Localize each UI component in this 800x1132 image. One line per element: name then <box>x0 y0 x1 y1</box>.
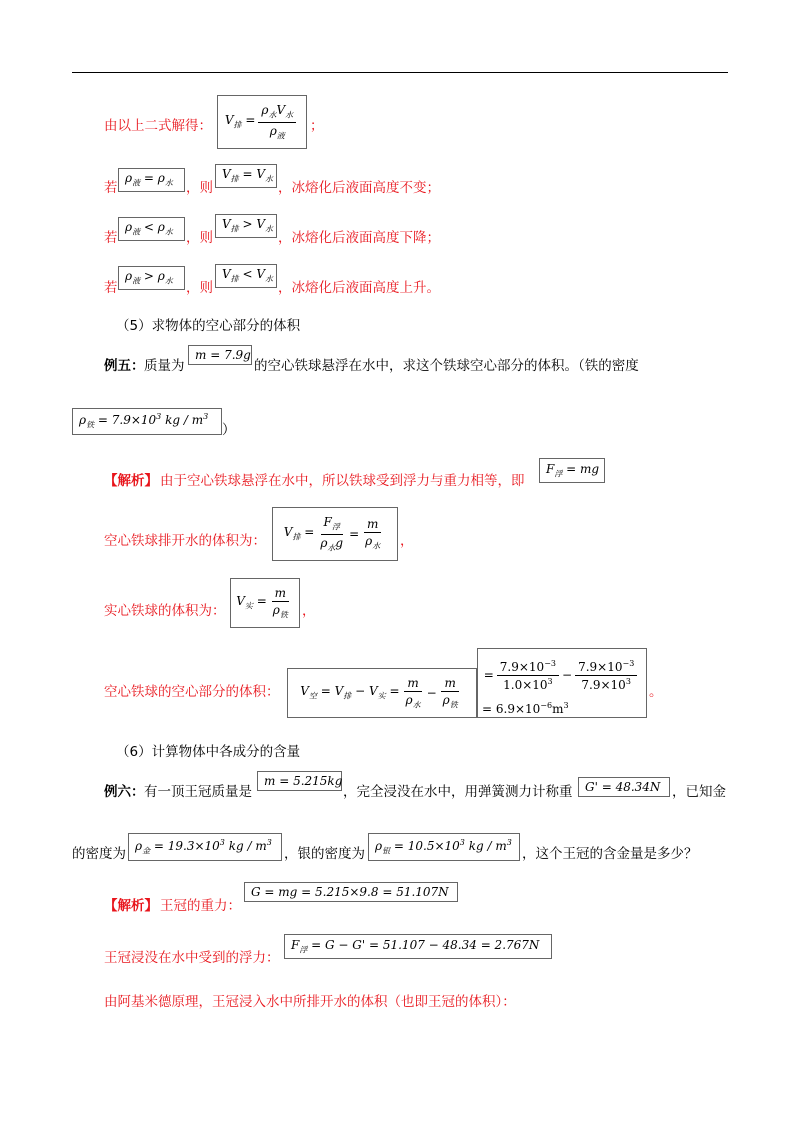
formula-v-kong: $V_空 = V_排 - V_实$ = $\frac{m}{\rho_水}$ − $\frac{m}{\rho_铁}$ <box>287 668 477 718</box>
formula-v-lt: $V_排 < V_水$ <box>215 264 277 288</box>
analysis-5-text: 由于空心铁球悬浮在水中，所以铁球受到浮力与重力相等，即 <box>160 473 525 489</box>
if-label: 若 <box>104 180 118 196</box>
displaced-volume-label: 空心铁球排开水的体积为： <box>104 533 266 549</box>
formula-rho-silver: $\rho_银 = 10.5\times 10^3$ kg / $m^3$ <box>368 833 520 861</box>
section-6-title: （6）计算物体中各成分的含量 <box>116 744 301 760</box>
formula-rho-gt: $\rho_液 > \rho_水$ <box>118 266 185 290</box>
if-label: 若 <box>104 230 118 246</box>
formula-rho-eq: $\rho_液 = \rho_水$ <box>118 168 185 192</box>
example-5-text2: 的空心铁球悬浮在水中，求这个铁球空心部分的体积。（铁的密度 <box>254 358 639 374</box>
example-6-text2: ，完全浸没在水中，用弹簧测力计称重 <box>343 784 573 800</box>
formula-rho-gold: $\rho_金 = 19.3\times 10^3$ kg / $m^3$ <box>128 833 282 861</box>
formula-gravity: G = mg = 5.215×9.8 = 51.107N <box>244 882 458 902</box>
formula-g-prime: G' = 48.34N <box>578 777 670 797</box>
comma: ， <box>302 603 316 619</box>
result-rise: ，冰熔化后液面高度上升。 <box>278 280 440 296</box>
formula-v-eq: $V_排 = V_水$ <box>215 164 277 188</box>
hollow-volume-result: = $6.9\times 10^{-6}m^3$ <box>482 701 569 716</box>
analysis-6-tag: 【解析】 <box>104 898 158 914</box>
formula-rho-iron: $\rho_铁 = 7.9\times 10^3$ kg / $m^3$ <box>72 408 222 435</box>
solve-label: 由以上二式解得： <box>104 118 212 134</box>
then-label: ，则 <box>186 280 213 296</box>
header-rule <box>72 72 728 73</box>
example-6-text6: ，这个王冠的含金量是多少？ <box>522 846 698 862</box>
semicolon: ； <box>310 118 324 134</box>
analysis-6-text: 王冠的重力： <box>160 898 241 914</box>
result-unchanged: ，冰熔化后液面高度不变； <box>278 180 440 196</box>
hollow-volume-label: 空心铁球的空心部分的体积： <box>104 684 280 700</box>
example-6-text1: 有一顶王冠质量是 <box>144 784 252 800</box>
example-5-text1: 质量为 <box>144 358 185 374</box>
comma: ， <box>400 533 414 549</box>
period: 。 <box>649 684 663 700</box>
formula-v-pai: $V_排$ = $\frac{\rho_水V_水}{\rho_液}$ <box>217 95 307 149</box>
example-6-label: 例六： <box>104 784 145 800</box>
example-6-text5: ，银的密度为 <box>284 846 365 862</box>
formula-buoyancy: $F_浮 = G - G' = 51.107 - 48.34 = 2.767N$ <box>284 934 552 959</box>
then-label: ，则 <box>186 230 213 246</box>
section-5-title: （5）求物体的空心部分的体积 <box>116 318 301 334</box>
example-6-text3: ，已知金 <box>672 784 726 800</box>
formula-rho-lt: $\rho_液 < \rho_水$ <box>118 217 185 241</box>
formula-v-kong-calc: = $\frac{7.9\times 10^{-3}}{1.0\times 10^3}$ − $\frac{7.9\times 10^{-3}}{7.9\times 10^3}$ = $6.9\times 10^{-6}m^3$ <box>477 648 647 718</box>
formula-m-7-9: m = 7.9g <box>188 345 252 365</box>
formula-m-5-215: m = 5.215kg <box>257 771 342 791</box>
if-label: 若 <box>104 280 118 296</box>
example-6-text4: 的密度为 <box>72 846 126 862</box>
formula-v-pai-fraction: $V_排$ = $\frac{F_浮}{\rho_水g}$ = $\frac{m}{\rho_水}$ <box>272 507 398 561</box>
example-5-text3: ） <box>222 422 236 438</box>
analysis-5-tag: 【解析】 <box>104 473 158 489</box>
formula-v-shi: $V_实$ = $\frac{m}{\rho_铁}$ <box>230 578 300 628</box>
example-5-label: 例五： <box>104 358 145 374</box>
archimedes-text: 由阿基米德原理，王冠浸入水中所排开水的体积（也即王冠的体积）： <box>104 994 516 1010</box>
then-label: ，则 <box>186 180 213 196</box>
solid-volume-label: 实心铁球的体积为： <box>104 603 226 619</box>
formula-f-mg: $F_浮$ = mg <box>539 458 605 483</box>
result-drop: ，冰熔化后液面高度下降； <box>278 230 440 246</box>
formula-v-gt: $V_排 > V_水$ <box>215 214 277 238</box>
buoyancy-label: 王冠浸没在水中受到的浮力： <box>104 950 280 966</box>
